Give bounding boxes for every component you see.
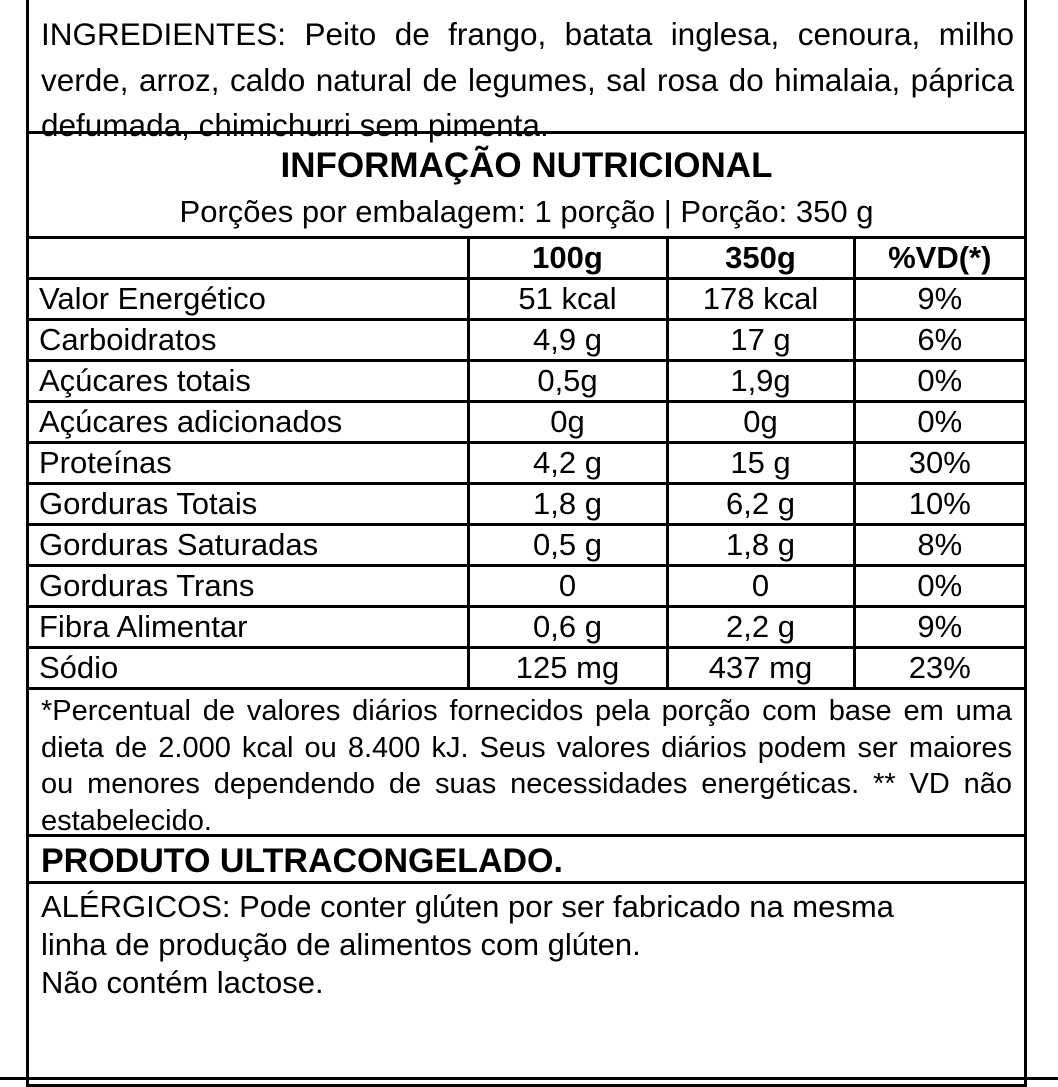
- nutrient-name: Gorduras Trans: [29, 566, 468, 607]
- table-row: [29, 361, 1024, 402]
- allergens-line-2: linha de produção de alimentos com glúten.: [41, 927, 641, 962]
- table-row: [29, 525, 1024, 566]
- value-vd: 10%: [854, 484, 1024, 525]
- table-row: [29, 402, 1024, 443]
- value-100g: 0,5 g: [468, 525, 667, 566]
- table-header-row: [29, 238, 1024, 279]
- allergens-line-3: Não contém lactose.: [41, 965, 324, 1000]
- column-header-100g: 100g: [468, 238, 667, 279]
- value-vd: 23%: [854, 648, 1024, 689]
- nutrient-name: Fibra Alimentar: [29, 607, 468, 648]
- value-portion: 2,2 g: [667, 607, 854, 648]
- value-100g: 51 kcal: [468, 279, 667, 320]
- table-row: [29, 648, 1024, 689]
- value-100g: 0: [468, 566, 667, 607]
- value-portion: 178 kcal: [667, 279, 854, 320]
- table-row: [29, 443, 1024, 484]
- value-portion: 1,8 g: [667, 525, 854, 566]
- value-100g: 125 mg: [468, 648, 667, 689]
- nutrient-name: Proteínas: [29, 443, 468, 484]
- nutrient-name: Gorduras Totais: [29, 484, 468, 525]
- value-vd: 6%: [854, 320, 1024, 361]
- value-portion: 17 g: [667, 320, 854, 361]
- value-100g: 4,2 g: [468, 443, 667, 484]
- value-100g: 0,6 g: [468, 607, 667, 648]
- nutrient-name: Sódio: [29, 648, 468, 689]
- column-header-vd: %VD(*): [854, 238, 1024, 279]
- nutrient-name: Açúcares adicionados: [29, 402, 468, 443]
- value-100g: 0,5g: [468, 361, 667, 402]
- value-vd: 30%: [854, 443, 1024, 484]
- table-row: [29, 279, 1024, 320]
- table-row: [29, 484, 1024, 525]
- nutrition-table: [29, 236, 1024, 690]
- value-portion: 0g: [667, 402, 854, 443]
- value-vd: 8%: [854, 525, 1024, 566]
- value-100g: 0g: [468, 402, 667, 443]
- serving-info: Porções por embalagem: 1 porção | Porção: 350 g: [179, 194, 874, 229]
- nutrition-header: [29, 134, 1024, 236]
- value-portion: 0: [667, 566, 854, 607]
- nutrient-name: Valor Energético: [29, 279, 468, 320]
- column-header-portion: 350g: [667, 238, 854, 279]
- nutrient-name: Açúcares totais: [29, 361, 468, 402]
- footnote: *Percentual de valores diários fornecidos pela porção com base em uma dieta de 2.000 kcal ou 8.400 kJ. Seus valores diários podem ser maiores ou menores dependendo de suas necessidades energéticas. ** VD não estabelecido.: [29, 690, 1024, 837]
- product-label: [26, 0, 1027, 1087]
- ingredients-text: INGREDIENTES: Peito de frango, batata inglesa, cenoura, milho verde, arroz, caldo natural de legumes, sal rosa do himalaia, páprica defumada, chimichurri sem pimenta.: [29, 0, 1024, 134]
- nutrition-title: INFORMAÇÃO NUTRICIONAL: [280, 146, 773, 185]
- frozen-product-notice: PRODUTO ULTRACONGELADO.: [29, 837, 1024, 884]
- value-portion: 437 mg: [667, 648, 854, 689]
- value-vd: 0%: [854, 402, 1024, 443]
- value-100g: 4,9 g: [468, 320, 667, 361]
- value-portion: 1,9g: [667, 361, 854, 402]
- allergens-line-1: ALÉRGICOS: Pode conter glúten por ser fabricado na mesma: [41, 889, 894, 924]
- table-row: [29, 566, 1024, 607]
- value-vd: 0%: [854, 566, 1024, 607]
- value-vd: 9%: [854, 279, 1024, 320]
- nutrient-name: Carboidratos: [29, 320, 468, 361]
- nutrient-name: Gorduras Saturadas: [29, 525, 468, 566]
- table-row: [29, 607, 1024, 648]
- value-100g: 1,8 g: [468, 484, 667, 525]
- allergens-info: [29, 884, 1024, 1002]
- value-vd: 0%: [854, 361, 1024, 402]
- column-header-nutrient: [29, 238, 468, 279]
- value-vd: 9%: [854, 607, 1024, 648]
- value-portion: 6,2 g: [667, 484, 854, 525]
- value-portion: 15 g: [667, 443, 854, 484]
- table-row: [29, 320, 1024, 361]
